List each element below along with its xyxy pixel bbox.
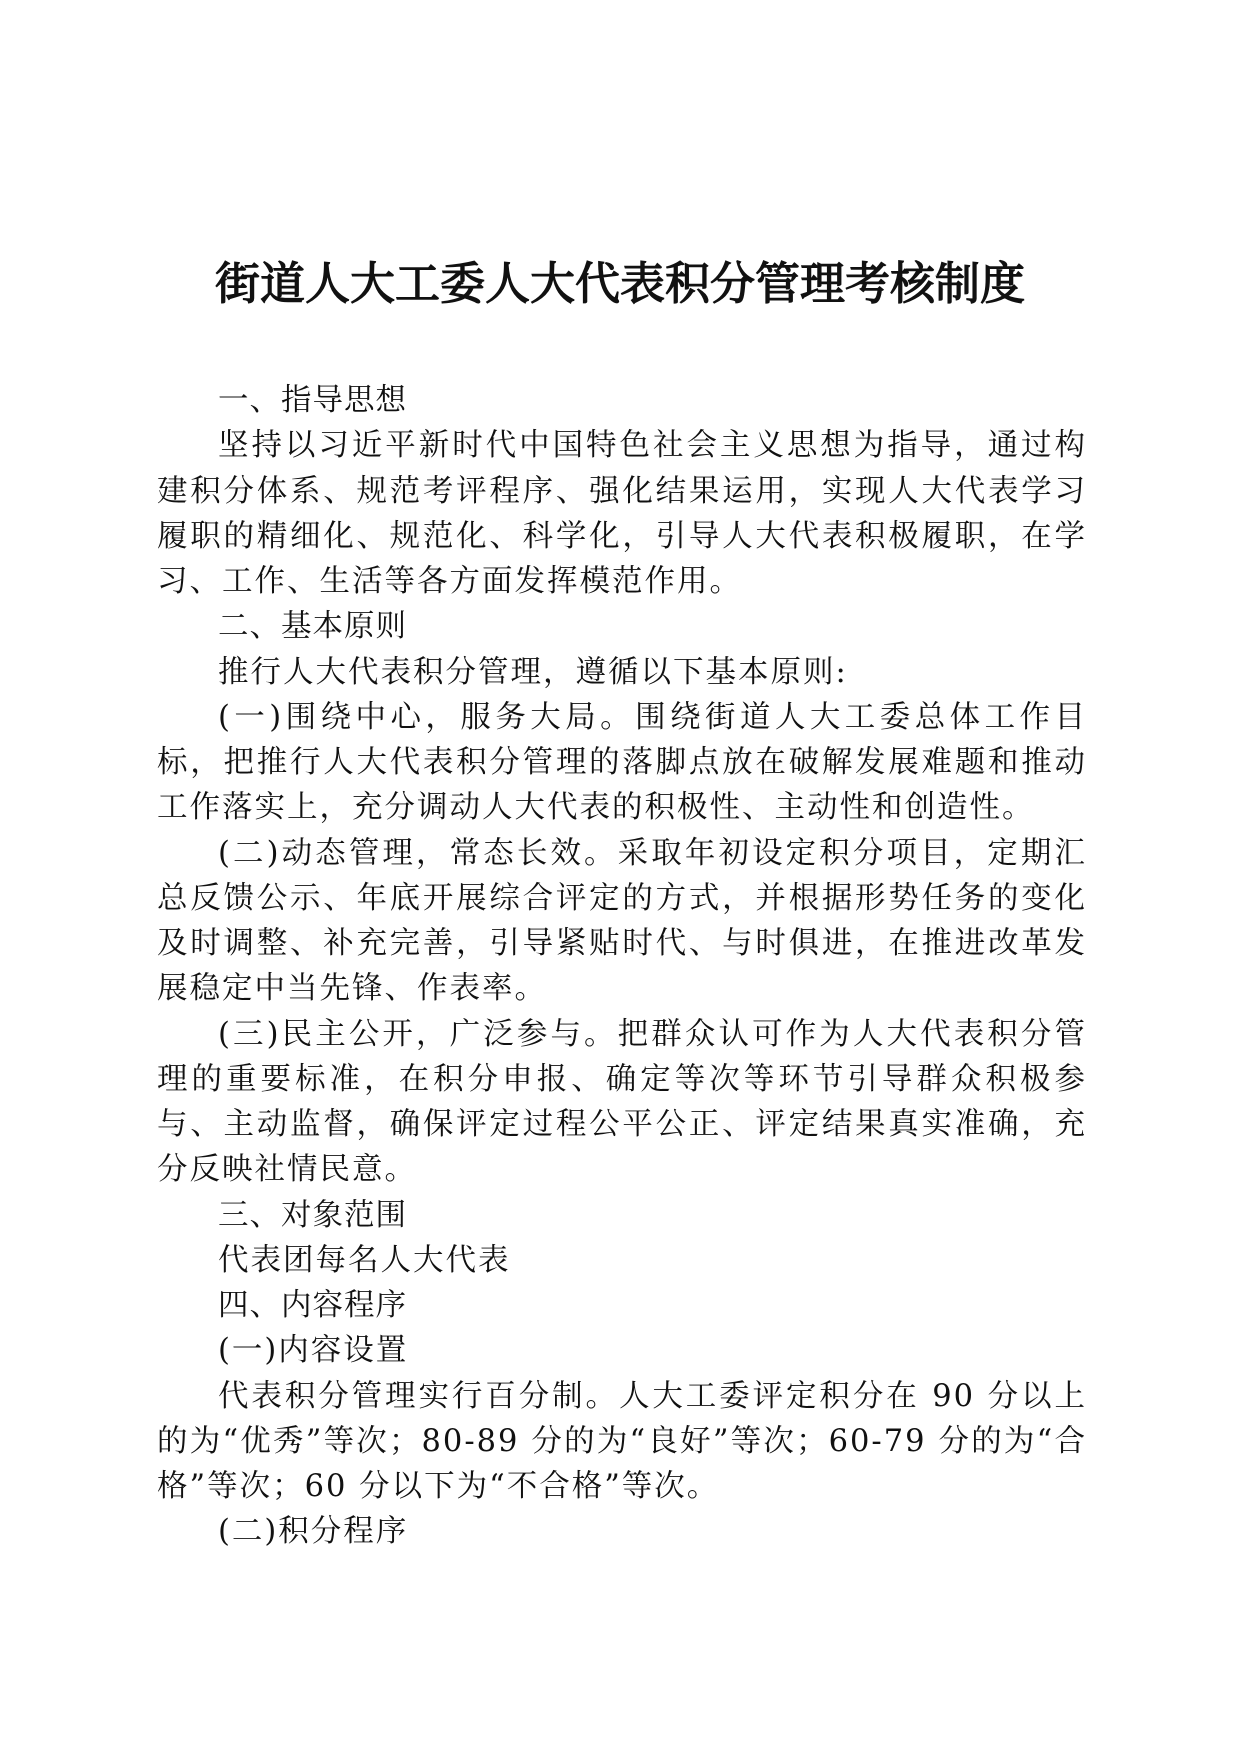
section-heading-guiding-ideology: 一、指导思想 — [218, 383, 407, 418]
paragraph-principle-two: (二)动态管理，常态长效。采取年初设定积分项目，定期汇总反馈公示、年底开展综合评定的方式，并根据形势任务的变化及时调整、补充完善，引导紧贴时代、与时俱进，在推进改革发展稳定中当先锋、作表率。 — [157, 835, 1087, 1007]
paragraph-scoring-grades: 代表积分管理实行百分制。人大工委评定积分在 90 分以上的为“优秀”等次；80-89 分的为“良好”等次；60-79 分的为“合格”等次；60 分以下为“不合格”等次。 — [157, 1378, 1087, 1504]
document-title: 街道人大工委人大代表积分管理考核制度 — [214, 257, 1025, 310]
document-body — [157, 378, 1087, 1555]
section-heading-basic-principles: 二、基本原则 — [218, 609, 407, 645]
section-heading-scope: 三、对象范围 — [218, 1197, 407, 1233]
paragraph-principle-three: (三)民主公开，广泛参与。把群众认可作为人大代表积分管理的重要标准，在积分申报、确定等次等环节引导群众积极参与、主动监督，确保评定过程公平公正、评定结果真实准确，充分反映社情民意。 — [157, 1016, 1087, 1188]
subheading-scoring-procedure: (二)积分程序 — [218, 1514, 409, 1550]
paragraph-scope: 代表团每名人大代表 — [218, 1242, 511, 1278]
subheading-content-setting: (一)内容设置 — [218, 1333, 409, 1369]
paragraph-guiding-ideology: 坚持以习近平新时代中国特色社会主义思想为指导，通过构建积分体系、规范考评程序、强化结果运用，实现人大代表学习履职的精细化、规范化、科学化，引导人大代表积极履职，在学习、工作、生活等各方面发挥模范作用。 — [157, 428, 1087, 599]
section-heading-content-procedure: 四、内容程序 — [218, 1288, 407, 1323]
paragraph-principles-intro: 推行人大代表积分管理，遵循以下基本原则: — [218, 654, 848, 690]
paragraph-principle-one: (一)围绕中心，服务大局。围绕街道人大工委总体工作目标，把推行人大代表积分管理的落脚点放在破解发展难题和推动工作落实上，充分调动人大代表的积极性、主动性和创造性。 — [157, 699, 1087, 826]
